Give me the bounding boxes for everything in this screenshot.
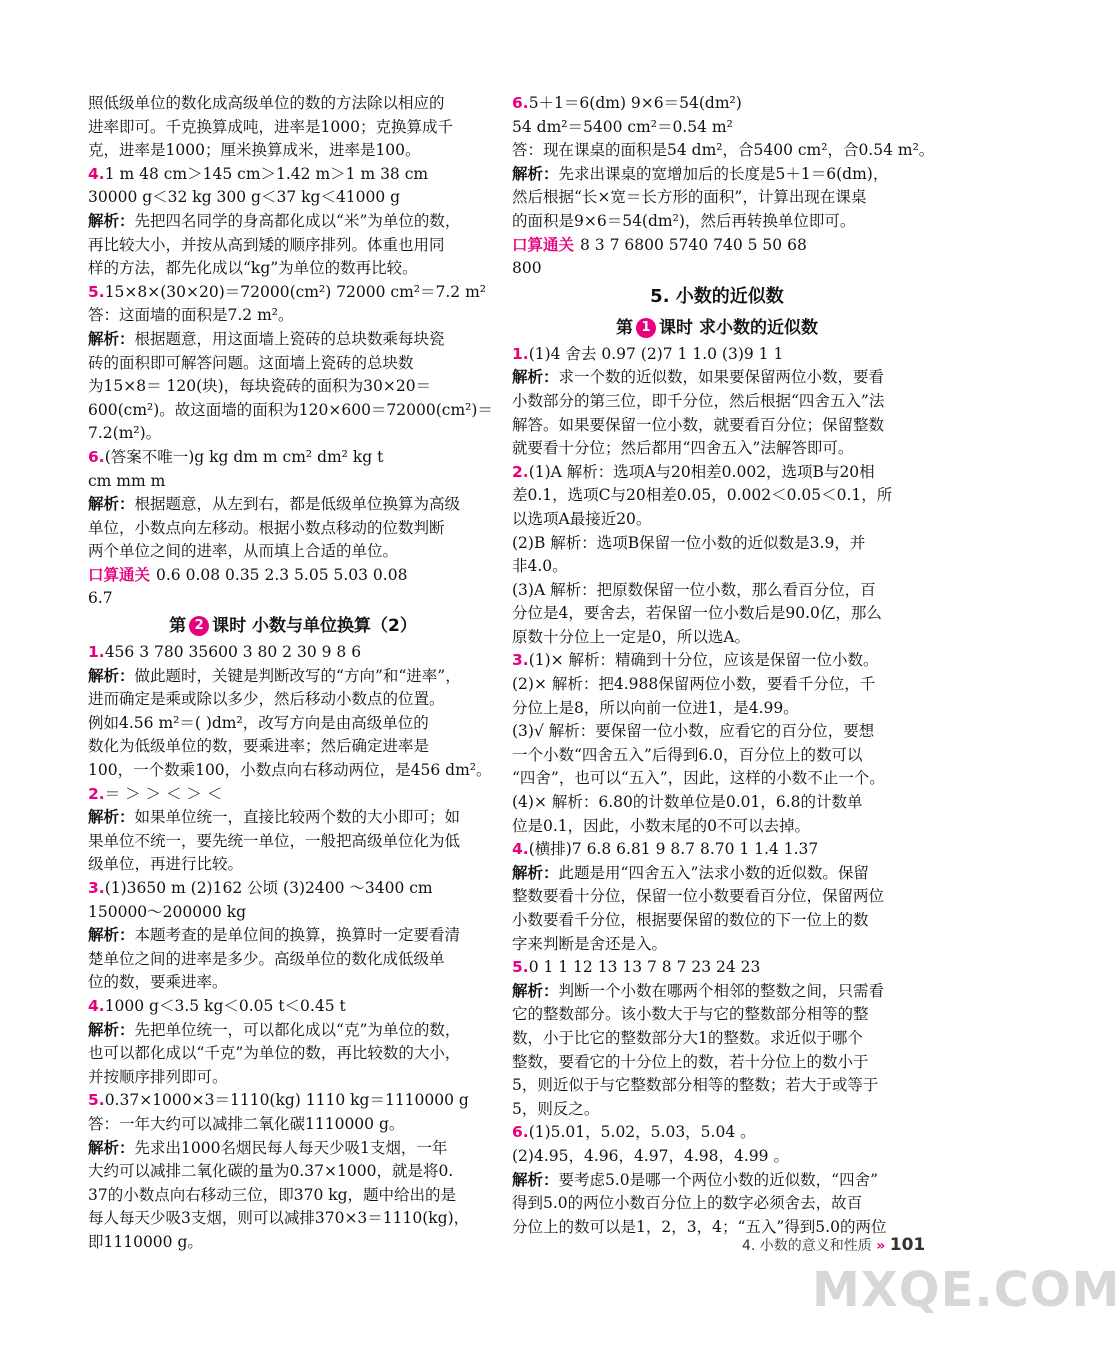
text-line — [512, 1192, 922, 1216]
line-text: 克，进率是1000；厘米换算成米，进率是100。 — [88, 141, 421, 160]
line-text: 0.37×1000×3＝1110(kg) 1110 kg＝1110000 g — [104, 1091, 469, 1110]
text-line — [88, 901, 498, 925]
text-line — [512, 532, 922, 556]
text-line — [88, 210, 498, 234]
line-text: 样的方法，都先化成以“kg”为单位的数再比较。 — [88, 259, 418, 278]
text-line — [88, 1042, 498, 1066]
line-text: (横排)7 6.8 6.81 9 8.7 8.70 1 1.4 1.37 — [528, 840, 819, 859]
line-text: (3)A 解析：把原数保留一位小数，那么看百分位，百 — [512, 580, 876, 599]
line-text: 例如4.56 m²＝( )dm²，改写方向是由高级单位的 — [88, 713, 429, 732]
line-text: 判断一个小数在哪两个相邻的整数之间，只需看 — [558, 981, 885, 1000]
line-text: 答：这面墙的面积是7.2 m²。 — [88, 306, 294, 325]
line-text: (4)× 解析：6.80的计数单位是0.01，6.8的计数单 — [512, 793, 863, 812]
lesson-number-badge: 2 — [189, 616, 209, 636]
line-text: (2)4.95，4.96，4.97，4.98，4.99 。 — [512, 1146, 789, 1165]
line-text: 数，小于比它的整数部分大1的整数。求近似于哪个 — [512, 1028, 863, 1047]
text-line — [88, 735, 498, 759]
text-line — [512, 390, 922, 414]
text-line — [88, 712, 498, 736]
analysis-label: 解析： — [88, 1020, 135, 1039]
line-text: 位的数，要乘进率。 — [88, 973, 228, 992]
text-line — [88, 352, 498, 376]
section-title: 5. 小数的近似数 — [650, 285, 784, 307]
text-line — [88, 759, 498, 783]
line-text: 做此题时，关键是判断改写的“方向”和“进率”， — [134, 666, 461, 685]
text-line — [512, 116, 922, 140]
line-text: (1)A 解析：选项A与20相差0.002，选项B与20相 — [528, 462, 875, 481]
text-line — [88, 399, 498, 423]
analysis-label: 解析： — [512, 164, 559, 183]
line-text: 5＋1＝6(dm) 9×6＝54(dm²) — [528, 94, 742, 112]
line-text: cm mm m — [88, 471, 166, 490]
line-text: 1 m 48 cm＞145 cm＞1.42 m＞1 m 38 cm — [104, 164, 429, 183]
text-line — [88, 116, 498, 140]
footer-section: 4. 小数的意义和性质 — [742, 1238, 872, 1254]
line-text: 1000 g＜3.5 kg＜0.05 t＜0.45 t — [104, 996, 346, 1015]
line-text: 分位是4，要舍去，若保留一位小数后是90.0亿，那么 — [512, 604, 882, 623]
line-text: 级单位，再进行比较。 — [88, 855, 244, 874]
analysis-label: 解析： — [88, 666, 135, 685]
text-line — [88, 877, 498, 901]
line-text: 100，一个数乘100，小数点向右移动两位，是456 dm²。 — [88, 761, 492, 780]
text-line — [88, 257, 498, 281]
line-text: 150000～200000 kg — [88, 902, 247, 921]
line-text: 小数部分的第三位，即千分位，然后根据“四舍五入”法 — [512, 391, 885, 410]
text-line — [512, 626, 922, 650]
text-line — [88, 446, 498, 470]
line-text: 非4.0。 — [512, 557, 568, 576]
question-number: 4. — [88, 164, 105, 183]
text-line — [88, 1160, 498, 1184]
text-line — [88, 587, 498, 611]
line-text: 单位，小数点向左移动。根据小数点移动的位数判断 — [88, 518, 445, 537]
question-number: 5. — [88, 282, 105, 301]
analysis-label: 解析： — [88, 495, 135, 514]
lesson-name: 课时 小数与单位换算（2） — [212, 616, 417, 637]
text-line — [512, 815, 922, 839]
text-line — [512, 461, 922, 485]
analysis-label: 解析： — [512, 981, 559, 1000]
line-text: 差0.1，选项C与20相差0.05，0.002＜0.05＜0.1，所 — [512, 486, 893, 505]
text-line — [88, 806, 498, 830]
text-line — [88, 493, 498, 517]
text-line — [88, 783, 498, 807]
lesson-number-badge: 1 — [636, 318, 656, 338]
line-text: 进而确定是乘或除以多少，然后移动小数点的位置。 — [88, 690, 445, 709]
text-line — [512, 1074, 922, 1098]
line-text: (1)× 解析：精确到十分位，应该是保留一位小数。 — [528, 651, 879, 670]
line-text: “四舍”，也可以“五入”，因此，这样的小数不止一个。 — [512, 769, 885, 788]
line-text: 也可以都化成以“千克”为单位的数，再比较数的大小， — [88, 1044, 461, 1063]
lesson-prefix: 第 — [169, 616, 187, 637]
question-number: 6. — [88, 447, 105, 466]
line-text: 大约可以减排二氧化碳的量为0.37×1000，就是将0. — [88, 1162, 454, 1181]
line-text: 每人每天少吸3支烟，则可以减排370×3＝1110(kg)， — [88, 1209, 470, 1228]
question-number: 5. — [512, 958, 529, 977]
line-text: 先求出1000名烟民每人每天少吸1支烟，一年 — [134, 1138, 448, 1157]
line-text: 要考虑5.0是哪一个两位小数的近似数，“四舍” — [558, 1170, 879, 1189]
text-line — [512, 1145, 922, 1169]
line-text: 再比较大小，并按从高到矮的顺序排列。体重也用同 — [88, 235, 445, 254]
line-text: 就要看十分位；然后都用“四舍五入”法解答即可。 — [512, 439, 854, 458]
text-line — [88, 375, 498, 399]
line-text: (2)× 解析：把4.988保留两位小数，要看千分位，千 — [512, 675, 876, 694]
line-text: (1)3650 m (2)162 公顷 (3)2400 ～3400 cm — [104, 879, 433, 897]
line-text: 位是0.1，因此，小数末尾的0不可以去掉。 — [512, 816, 811, 835]
line-text: 小数要看千分位，根据要保留的数位的下一位上的数 — [512, 911, 869, 929]
text-line — [88, 92, 498, 116]
text-line — [512, 343, 922, 367]
line-text: (1)4 舍去 0.97 (2)7 1 1.0 (3)9 1 1 — [528, 344, 784, 363]
line-text: 本题考查的是单位间的换算，换算时一定要看清 — [134, 926, 461, 945]
analysis-label: 解析： — [88, 329, 135, 348]
analysis-label: 解析： — [512, 863, 559, 882]
text-line — [512, 1098, 922, 1122]
text-line — [88, 1066, 498, 1090]
text-line — [88, 281, 498, 305]
line-text: 果单位不统一，要先统一单位，一般把高级单位化为低 — [88, 831, 461, 850]
question-number: 6. — [512, 94, 529, 112]
line-text: 并按顺序排列即可。 — [88, 1067, 228, 1086]
line-text: 以选项A最接近20。 — [512, 509, 652, 528]
line-text: 然后根据“长×宽＝长方形的面积”，计算出现在课桌 — [512, 188, 867, 207]
text-line — [512, 862, 922, 886]
text-line — [512, 257, 922, 281]
lesson-title — [512, 313, 922, 343]
text-line — [512, 1027, 922, 1051]
analysis-label: 解析： — [512, 368, 559, 387]
text-line — [512, 437, 922, 461]
text-line — [512, 92, 922, 116]
text-line — [88, 853, 498, 877]
text-line — [512, 210, 922, 234]
text-line — [88, 1231, 498, 1255]
line-text: 800 — [512, 259, 542, 278]
question-number: 5. — [88, 1091, 105, 1110]
line-text: 37的小数点向右移动三位，即370 kg，题中给出的是 — [88, 1185, 457, 1204]
question-number: 4. — [88, 996, 105, 1015]
text-line — [88, 186, 498, 210]
text-line — [88, 564, 498, 588]
line-text: 分位上的数可以是1，2，3，4；“五入”得到5.0的两位 — [512, 1217, 887, 1236]
mental-math-label: 口算通关 — [88, 565, 151, 584]
line-text: 求一个数的近似数，如果要保留两位小数，要看 — [558, 368, 885, 387]
footer-arrow-icon: » — [876, 1238, 886, 1254]
text-line — [512, 697, 922, 721]
analysis-label: 解析： — [88, 211, 135, 230]
line-text: 它的整数部分。该小数大于与它的整数部分相等的整 — [512, 1005, 869, 1024]
line-text: 砖的面积即可解答问题。这面墙上瓷砖的总块数 — [88, 353, 414, 372]
text-line — [88, 1207, 498, 1231]
line-text: 456 3 780 35600 3 80 2 30 9 8 6 — [104, 643, 362, 662]
right-column — [512, 92, 935, 1239]
line-text: 如果单位统一，直接比较两个数的大小即可；如 — [134, 808, 461, 827]
line-text: 15×8×(30×20)＝72000(cm²) 72000 cm²＝7.2 m² — [104, 282, 487, 301]
text-line — [88, 328, 498, 352]
left-column — [88, 92, 498, 1255]
line-text: 两个单位之间的进率，从而填上合适的单位。 — [88, 542, 399, 561]
text-line — [512, 508, 922, 532]
text-line — [88, 1113, 498, 1137]
line-text: 7.2(m²)。 — [88, 424, 162, 443]
page-footer — [742, 1235, 925, 1255]
text-line — [88, 1137, 498, 1161]
text-line — [88, 971, 498, 995]
line-text: 8 3 7 6800 5740 740 5 50 68 — [580, 235, 807, 254]
line-text: 30000 g＜32 kg 300 g＜37 kg＜41000 g — [88, 188, 401, 207]
text-line — [512, 838, 922, 862]
text-line — [512, 1121, 922, 1145]
line-text: 先把单位统一，可以都化成以“克”为单位的数， — [134, 1020, 461, 1039]
line-text: 根据题意，从左到右，都是低级单位换算为高级 — [134, 495, 461, 514]
question-number: 2. — [512, 462, 529, 481]
line-text: 0.6 0.08 0.35 2.3 5.05 5.03 0.08 — [156, 565, 408, 584]
analysis-label: 解析： — [88, 1138, 135, 1157]
line-text: (3)√ 解析：要保留一位小数，应看它的百分位，要想 — [512, 722, 875, 741]
line-text: 600(cm²)。故这面墙的面积为120×600＝72000(cm²)＝ — [88, 400, 493, 419]
lesson-prefix: 第 — [616, 317, 634, 338]
text-line — [88, 540, 498, 564]
text-line — [88, 948, 498, 972]
line-text: 根据题意，用这面墙上瓷砖的总块数乘每块瓷 — [134, 329, 445, 348]
text-line — [88, 234, 498, 258]
line-text: 整数要看十分位，保留一位小数要看百分位，保留两位 — [512, 887, 885, 906]
line-text: 解答。如果要保留一位小数，就要看百分位；保留整数 — [512, 415, 885, 434]
line-text: 答：一年大约可以减排二氧化碳1110000 g。 — [88, 1114, 405, 1133]
question-number: 3. — [88, 879, 105, 897]
text-line — [88, 470, 498, 494]
text-line — [512, 602, 922, 626]
line-text: 的面积是9×6＝54(dm²)，然后再转换单位即可。 — [512, 211, 856, 230]
text-line — [512, 366, 922, 390]
line-text: 54 dm²＝5400 cm²＝0.54 m² — [512, 117, 733, 136]
text-line — [512, 933, 922, 957]
text-line — [512, 980, 922, 1004]
text-line — [512, 1169, 922, 1193]
line-text: (2)B 解析：选项B保留一位小数的近似数是3.9，并 — [512, 533, 866, 552]
text-line — [512, 885, 922, 909]
text-line — [512, 1051, 922, 1075]
lesson-title — [88, 611, 498, 641]
line-text: ＝ ＞ ＞ ＜ ＞ ＜ — [104, 784, 223, 803]
text-line — [512, 767, 922, 791]
text-line — [88, 665, 498, 689]
watermark: MXQE.COM — [812, 1262, 1120, 1318]
line-text: 得到5.0的两位小数百分位上的数字必须舍去，故百 — [512, 1194, 863, 1213]
text-line — [88, 924, 498, 948]
text-line — [512, 956, 922, 980]
question-number: 3. — [512, 651, 529, 670]
text-line — [512, 414, 922, 438]
text-line — [88, 641, 498, 665]
line-text: 先求出课桌的宽增加后的长度是5＋1＝6(dm)， — [558, 164, 889, 183]
text-line — [88, 1019, 498, 1043]
line-text: 6.7 — [88, 589, 113, 608]
question-number: 1. — [512, 344, 529, 363]
text-line — [512, 234, 922, 258]
line-text: (1)5.01，5.02，5.03，5.04 。 — [528, 1123, 756, 1142]
line-text: 整数，要看它的十分位上的数，若十分位上的数小于 — [512, 1052, 869, 1071]
text-line — [88, 688, 498, 712]
analysis-label: 解析： — [88, 926, 135, 945]
line-text: 即1110000 g。 — [88, 1232, 203, 1251]
line-text: 答：现在课桌的面积是54 dm²，合5400 cm²，合0.54 m²。 — [512, 141, 935, 160]
line-text: 数化为低级单位的数，要乘进率；然后确定进率是 — [88, 737, 430, 756]
text-line — [512, 649, 922, 673]
text-line — [512, 579, 922, 603]
mental-math-label: 口算通关 — [512, 235, 575, 254]
line-text: 原数十分位上一定是0，所以选A。 — [512, 627, 751, 646]
text-line — [512, 555, 922, 579]
text-line — [88, 1184, 498, 1208]
line-text: 先把四名同学的身高都化成以“米”为单位的数， — [134, 211, 461, 230]
line-text: 一个小数“四舍五入”后得到6.0，百分位上的数可以 — [512, 745, 863, 764]
text-line — [512, 744, 922, 768]
line-text: 分位上是8，所以向前一位进1，是4.99。 — [512, 698, 799, 717]
text-line — [88, 163, 498, 187]
question-number: 1. — [88, 643, 105, 662]
question-number: 4. — [512, 840, 529, 859]
line-text: 进率即可。千克换算成吨，进率是1000；克换算成千 — [88, 117, 453, 136]
text-line — [88, 304, 498, 328]
page-number: 101 — [889, 1235, 926, 1255]
analysis-label: 解析： — [512, 1170, 559, 1189]
line-text: 楚单位之间的进率是多少。高级单位的数化成低级单 — [88, 949, 445, 968]
lesson-name: 课时 求小数的近似数 — [659, 317, 818, 338]
text-line — [88, 139, 498, 163]
text-line — [512, 909, 922, 933]
text-line — [512, 484, 922, 508]
text-line — [512, 791, 922, 815]
text-line — [512, 673, 922, 697]
text-line — [88, 830, 498, 854]
text-line — [512, 139, 935, 163]
question-number: 6. — [512, 1123, 529, 1142]
text-line — [512, 186, 922, 210]
text-line — [88, 422, 498, 446]
line-text: 字来判断是舍还是入。 — [512, 934, 668, 953]
line-text: 0 1 1 12 13 13 7 8 7 23 24 23 — [528, 958, 761, 977]
line-text: 照低级单位的数化成高级单位的数的方法除以相应的 — [88, 94, 445, 112]
question-number: 2. — [88, 784, 105, 803]
text-line — [88, 1089, 498, 1113]
text-line — [512, 1003, 922, 1027]
text-line — [512, 720, 922, 744]
line-text: (答案不唯一)g kg dm m cm² dm² kg t — [104, 447, 384, 466]
text-line — [88, 517, 498, 541]
line-text: 此题是用“四舍五入”法求小数的近似数。保留 — [558, 863, 869, 882]
analysis-label: 解析： — [88, 808, 135, 827]
text-line — [512, 163, 922, 187]
line-text: 为15×8＝ 120(块)，每块瓷砖的面积为30×20＝ — [88, 377, 432, 396]
line-text: 5，则近似于与它整数部分相等的整数；若大于或等于 — [512, 1076, 879, 1095]
line-text: 5，则反之。 — [512, 1099, 600, 1118]
text-line — [88, 995, 498, 1019]
